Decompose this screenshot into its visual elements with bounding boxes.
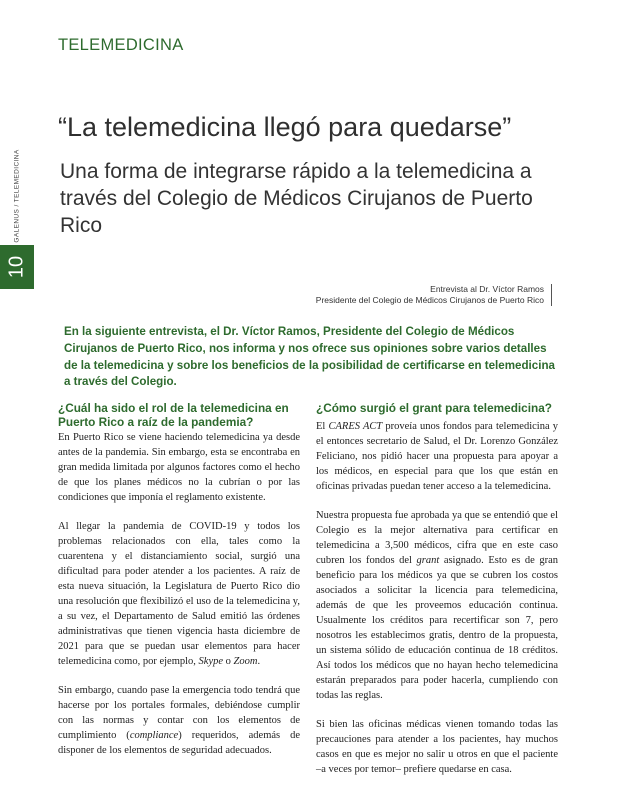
- byline: [316, 284, 552, 306]
- left-column: [58, 402, 300, 772]
- section-label: TELEMEDICINA: [58, 36, 184, 54]
- question-heading: ¿Cómo surgió el grant para telemedicina?: [316, 401, 552, 415]
- page-number: [0, 245, 34, 289]
- answer-paragraph: En Puerto Rico se viene haciendo telemedicina ya desde antes de la pandemia. Sin embargo, esta se encontraba en gran medida limitada por algunos factores como el hecho de que los planes médicos no la cubrían o por las condiciones que imponía el reglamento existente.: [58, 432, 300, 503]
- text-run: El: [316, 420, 329, 432]
- article-title: “La telemedicina llegó para quedarse”: [58, 112, 512, 142]
- emphasis-skype: Skype: [198, 656, 224, 667]
- article-subtitle: Una forma de integrarse rápido a la telemedicina a través del Colegio de Médicos Cirujanos de Puerto Rico: [60, 160, 533, 237]
- publication-vertical-label: [10, 150, 24, 242]
- text-run: asignado. Esto es de gran beneficio para los médicos ya que se cubren los costos asociados a solicitar la licencia para telemedicina, además de que les proveemos educación continua. Usualmente los créditos para recertificar son 7, pero nosotros les establecimos gratis, dentro de la propuesta, un sistema sólido de educación continua de 18 créditos. Así todos los médicos que no hayan hecho telemedicina estarán preparados para poder hacerla, cumpliendo con todas las reglas.: [316, 554, 558, 701]
- byline-interviewee: Entrevista al Dr. Víctor Ramos: [430, 284, 544, 294]
- emphasis-grant: grant: [416, 554, 440, 566]
- answer-paragraph: [58, 519, 300, 669]
- right-column: [316, 402, 558, 791]
- emphasis-compliance: compliance: [129, 730, 179, 741]
- text-run: ) requeridos, además de disponer de los elementos de seguridad adecuados.: [58, 730, 300, 756]
- answer-paragraph: Si bien las oficinas médicas vienen tomando todas las precauciones para atender a los pacientes, hay muchos casos en que es mejor no salir u otros en que el paciente –a veces por temor– prefiere quedarse en casa.: [316, 718, 558, 775]
- text-run: proveía unos fondos para telemedicina y el entonces secretario de Salud, el Dr. Lorenzo González Feliciano, nos pidió hacer una propuesta para apoyar a los médicos, en especial para que los que están en oficinas privadas puedan tener acceso a la telemedicina.: [316, 420, 559, 492]
- answer-paragraph: [58, 683, 300, 758]
- lead-paragraph: En la siguiente entrevista, el Dr. Víctor Ramos, Presidente del Colegio de Médicos Cirujanos de Puerto Rico, nos informa y nos ofrece sus opiniones sobre varios detalles de la telemedicina y sobre los beneficios de la posibilidad de certificarse en telemedicina a través del Colegio.: [64, 325, 555, 389]
- publication-label-text: GALENUS / TELEMEDICINA: [13, 149, 21, 243]
- page-number-text: 10: [5, 255, 28, 279]
- text-run: Nuestra propuesta fue aprobada ya que se entendió que el Colegio es la mejor alternativa para certificar en telemedicina a 3,500 médicos, cifra que en este caso cubren los fondos del: [316, 509, 558, 566]
- text-run: .: [257, 656, 261, 667]
- byline-role: Presidente del Colegio de Médicos Cirujanos de Puerto Rico: [315, 295, 544, 305]
- text-run: o: [223, 656, 234, 667]
- emphasis-zoom: Zoom: [233, 656, 258, 667]
- answer-paragraph: [316, 508, 558, 703]
- emphasis-cares-act: CARES ACT: [328, 420, 383, 432]
- text-run: Al llegar la pandemia de COVID-19 y todos los problemas relacionados con ella, tales como la cuarentena y el distanciamiento social, surgió una dificultad para poder atender a los pacientes. A raíz de esta nueva situación, la Legislatura de Puerto Rico dio una resolución que flexibilizó el uso de la telemedicina y, a su vez, el Departamento de Salud emitió las órdenes administrativas que tienen vigencia hasta diciembre de 2021 para que se puedan usar elementos para hacer telemedicina como, por ejemplo,: [58, 521, 300, 667]
- question-heading: ¿Cuál ha sido el rol de la telemedicina en Puerto Rico a raíz de la pandemia?: [58, 401, 289, 429]
- answer-paragraph: [316, 419, 558, 494]
- text-run: Sin embargo, cuando pase la emergencia todo tendrá que hacerse por los portales formales, debiéndose cumplir con las normas y contar con los elementos de cumplimiento (: [58, 685, 300, 741]
